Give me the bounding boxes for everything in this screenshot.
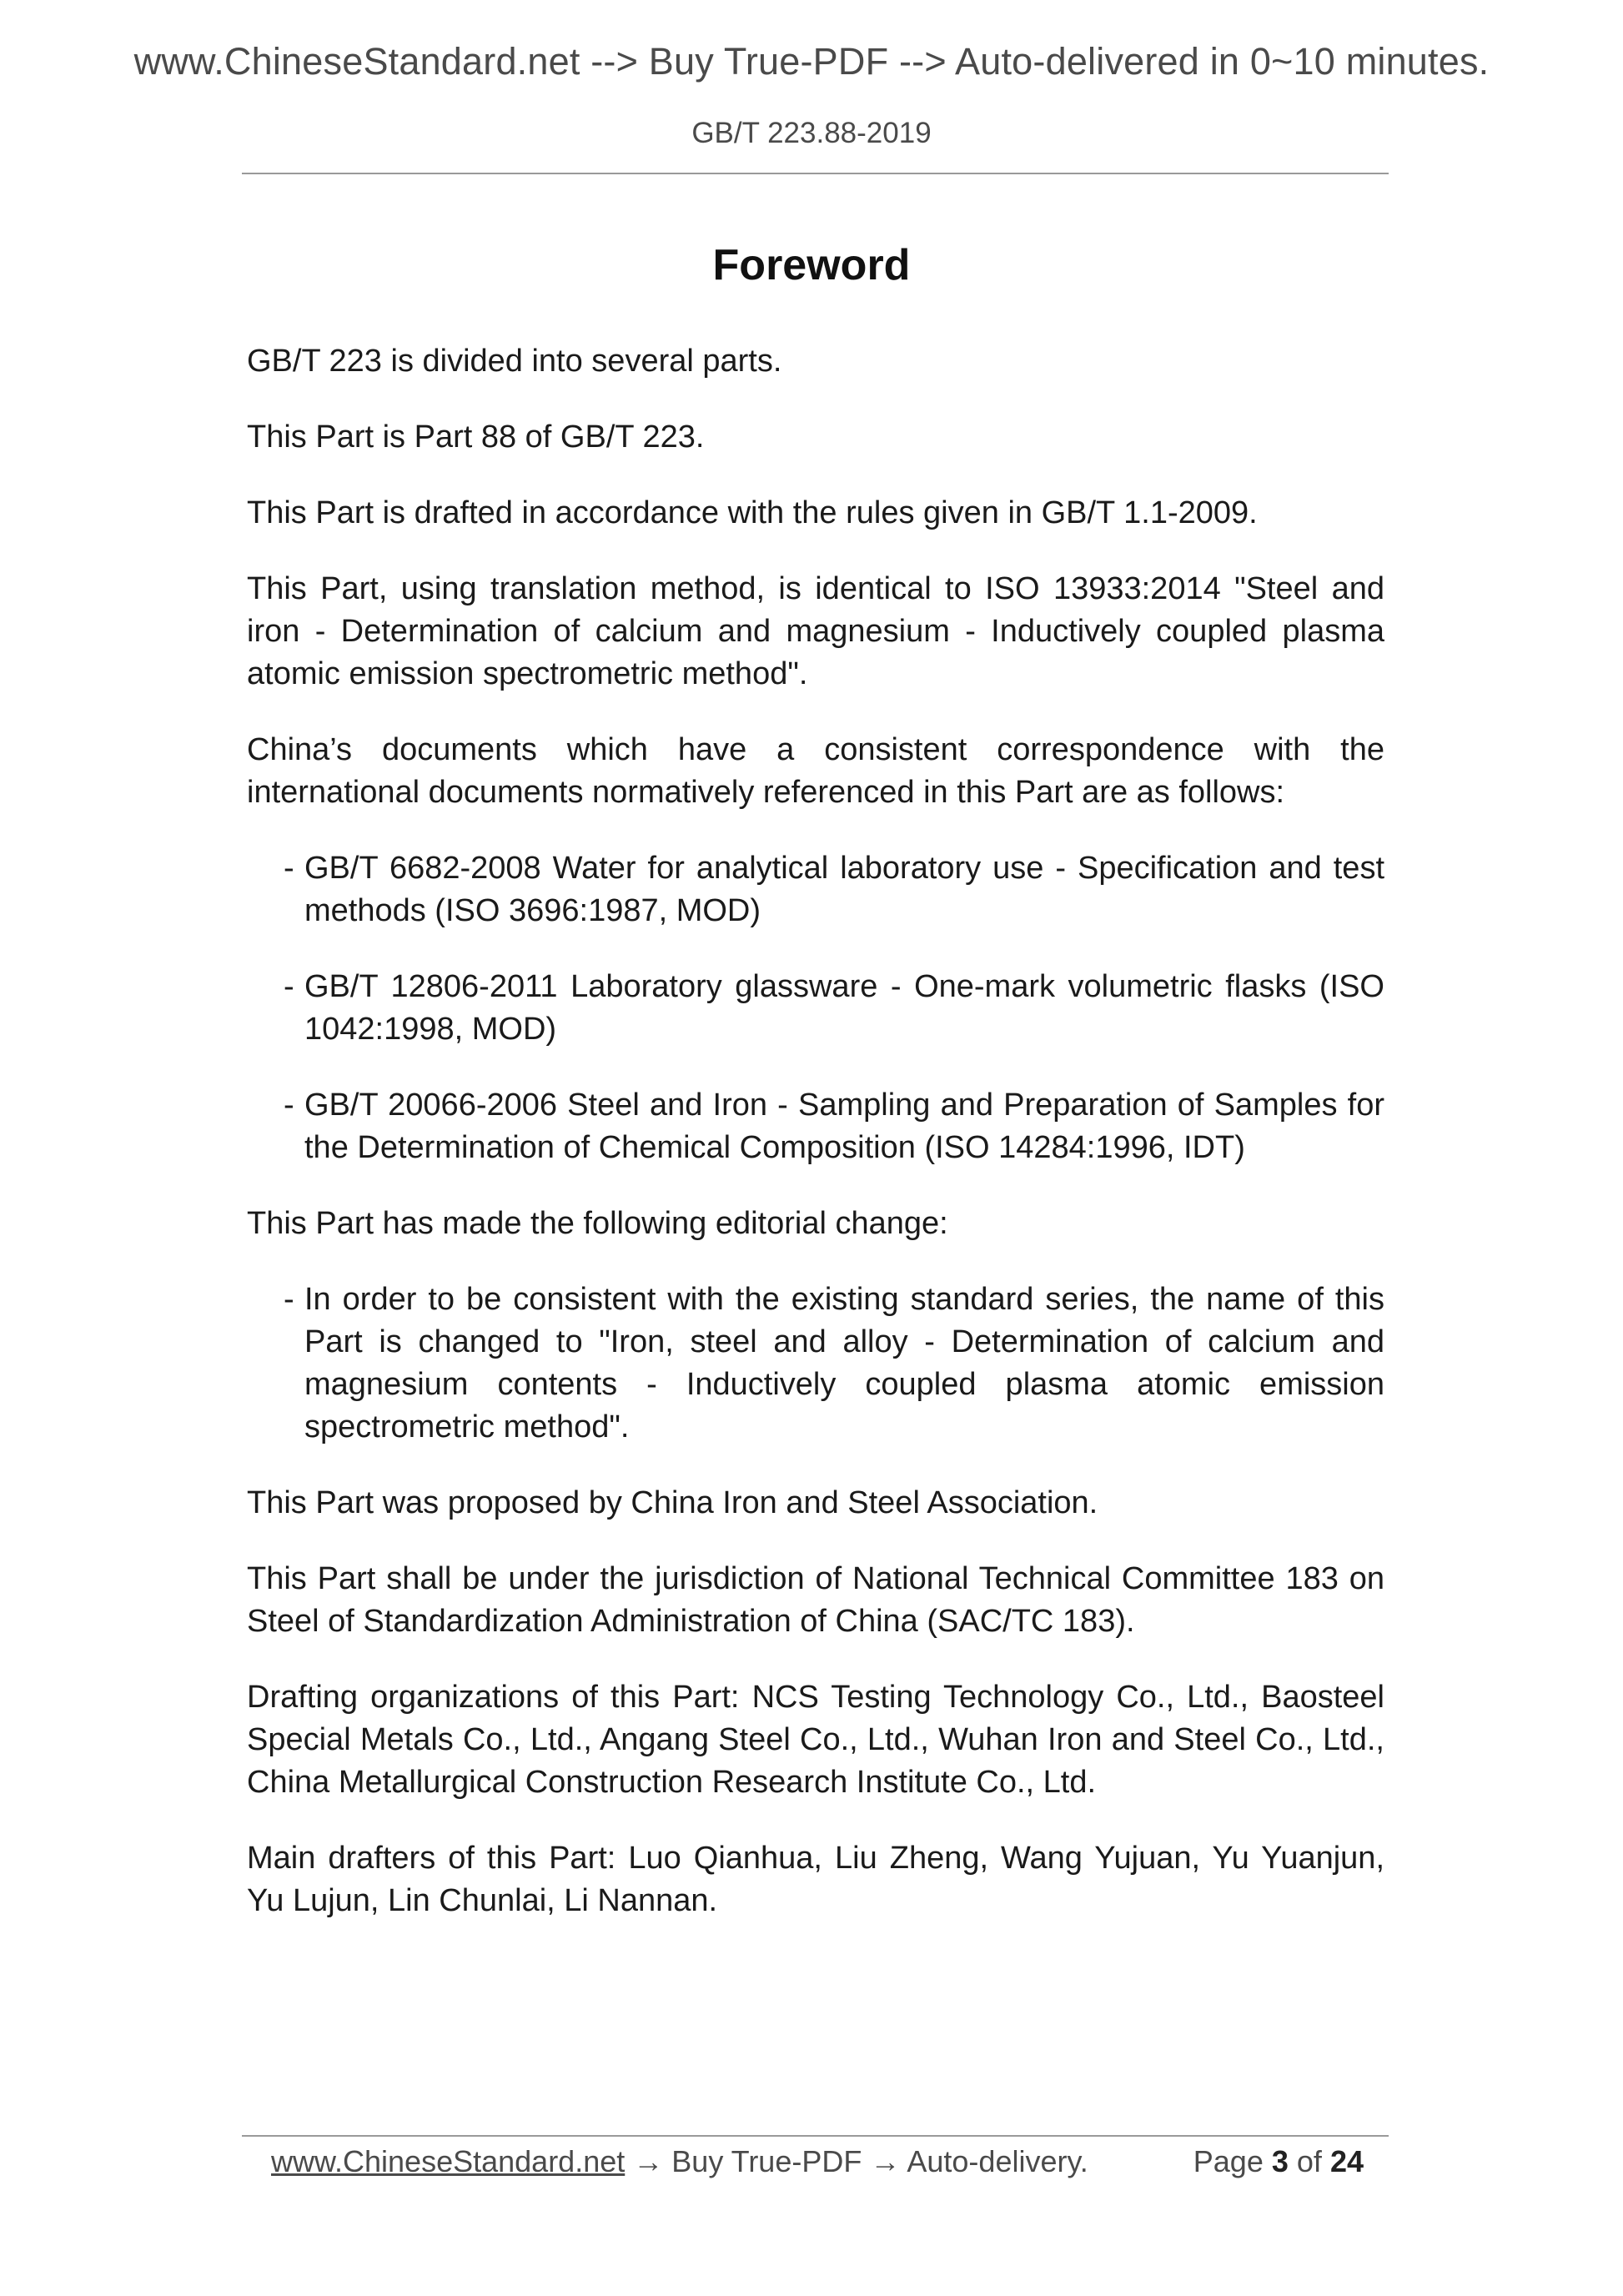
paragraph: This Part has made the following editorial change:: [247, 1206, 948, 1241]
change-item: [247, 1279, 1384, 1449]
reference-text: GB/T 12806-2011 Laboratory glassware - One-mark volumetric flasks (ISO 1042:1998, MOD): [304, 969, 1384, 1047]
reference-item: [247, 966, 1384, 1051]
foreword-body: [247, 340, 1384, 1956]
page-indicator: [1193, 2137, 1364, 2187]
paragraph: This Part shall be under the jurisdiction of National Technical Committee 183 on Steel of Standardization Administration of China (SAC/TC 183).: [247, 1561, 1384, 1639]
page-label: Page: [1193, 2144, 1264, 2178]
reference-item: [247, 847, 1384, 932]
reference-item: [247, 1084, 1384, 1169]
paragraph: GB/T 223 is divided into several parts.: [247, 344, 782, 379]
paragraph: This Part, using translation method, is identical to ISO 13933:2014 "Steel and iron - Determination of calcium and magnesium - Inductively coupled plasma atomic emission spectrometric method".: [247, 571, 1384, 691]
footer-promo: [271, 2137, 1088, 2187]
page-title: Foreword: [712, 241, 911, 289]
page-number: 3: [1271, 2144, 1289, 2178]
document-code: GB/T 223.88-2019: [691, 117, 932, 149]
footer-buy-text: Buy True-PDF: [671, 2144, 862, 2178]
reference-text: GB/T 6682-2008 Water for analytical laboratory use - Specification and test methods (ISO 3696:1987, MOD): [304, 851, 1384, 928]
paragraph: This Part is Part 88 of GB/T 223.: [247, 420, 705, 455]
dash-bullet: -: [284, 969, 294, 1004]
dash-bullet: -: [284, 1088, 294, 1123]
paragraph: This Part was proposed by China Iron and Steel Association.: [247, 1485, 1098, 1520]
change-text: In order to be consistent with the existing standard series, the name of this Part is changed to "Iron, steel and alloy - Determination of calcium and magnesium contents - Inductively coupled plasma atomic emission spectrometric method".: [304, 1282, 1384, 1444]
arrow-right-icon: →: [870, 2144, 901, 2178]
paragraph: China’s documents which have a consistent correspondence with the international documents normatively referenced in this Part are as follows:: [247, 732, 1384, 810]
reference-text: GB/T 20066-2006 Steel and Iron - Sampling and Preparation of Samples for the Determination of Chemical Composition (ISO 14284:1996, IDT): [304, 1088, 1384, 1165]
footer-site-link[interactable]: www.ChineseStandard.net: [271, 2144, 626, 2178]
paragraph: Main drafters of this Part: Luo Qianhua, Liu Zheng, Wang Yujuan, Yu Yuanjun, Yu Lujun, Lin Chunlai, Li Nannan.: [247, 1841, 1384, 1918]
header-divider: [242, 173, 1389, 174]
dash-bullet: -: [284, 851, 294, 886]
total-pages: 24: [1329, 2144, 1364, 2178]
arrow-right-icon: →: [633, 2144, 664, 2178]
of-label: of: [1296, 2144, 1322, 2178]
page-footer: [271, 2137, 1364, 2187]
paragraph: This Part is drafted in accordance with the rules given in GB/T 1.1-2009.: [247, 495, 1258, 530]
paragraph: Drafting organizations of this Part: NCS Testing Technology Co., Ltd., Baosteel Special Metals Co., Ltd., Angang Steel Co., Ltd., Wuhan Iron and Steel Co., Ltd., China Metallurgical Construction Research Institute Co., Ltd.: [247, 1680, 1384, 1800]
footer-delivery-text: Auto-delivery.: [907, 2144, 1088, 2178]
dash-bullet: -: [284, 1282, 294, 1317]
site-banner: www.ChineseStandard.net --> Buy True-PDF --> Auto-delivered in 0~10 minutes.: [133, 40, 1490, 83]
